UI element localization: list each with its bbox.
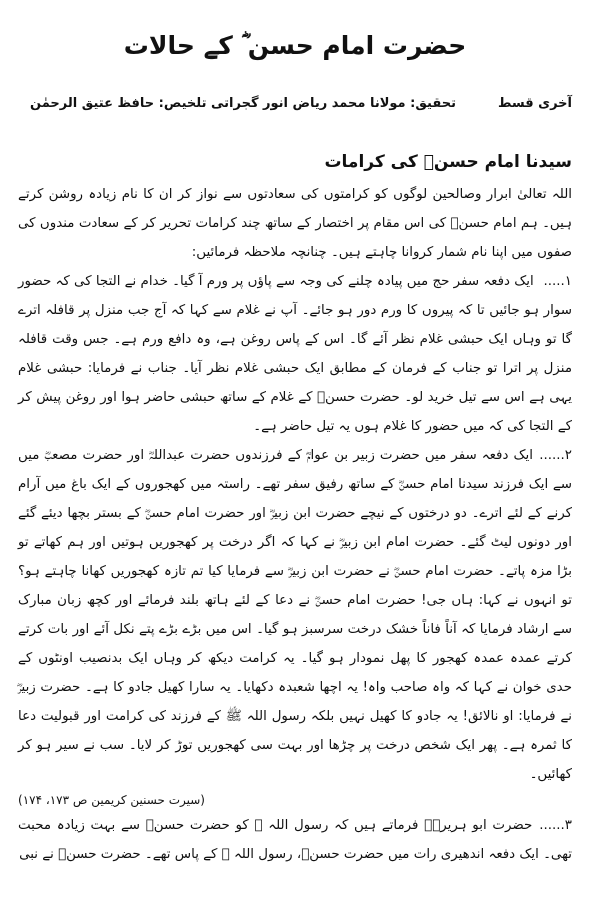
part-label: آخری قسط [497,96,572,111]
article-title: حضرت امام حسن ؓ کے حالات [123,31,467,60]
item-number: ۲...... [539,448,572,463]
list-item [18,811,572,869]
item-text: ایک دفعہ سفر میں حضرت زبیر بن عوامؓ کے فرزندوں حضرت عبداللہؓ اور حضرت مصعبؓ میں سے ایک فرزند سیدنا امام حسنؓ کے ساتھ رفیق سفر تھے۔ راستہ میں کھجوروں کے ایک باغ میں آرام کرنے کے لئے اترے۔ دو درختوں کے نیچے حضرت ابن زبیرؓ اور حضرت امام حسنؓ کے بستر بچھا دیئے گئے اور دونوں لیٹ گئے۔ حضرت امام ابن زبیرؓ نے کہا کہ اگر درخت پر کھجوریں ہوتیں اور ہم کھاتے تو بڑا مزہ پاتے۔ حضرت امام حسنؓ نے حضرت ابن زبیرؓ سے فرمایا کیا تم تازہ کھجوریں کھانا چاہتے ہو؟ تو انہوں نے کہا: ہاں جی! حضرت امام حسنؓ نے دعا کے لئے ہاتھ بلند فرمائے اور کچھ زبان مبارک سے ارشاد فرمایا کہ آناً فاناً خشک درخت سرسبز ہو گیا۔ اس میں بڑے بڑے پتے نکل آئے اور بات کرتے کرتے عمدہ عمدہ کھجور کا پھل نمودار ہو گیا۔ یہ کرامت دیکھ کر وہاں ایک بدنصیب اونٹوں کے حدی خوان نے کہا کہ واہ صاحب واہ! یہ اچھا شعبدہ دکھایا۔ یہ سارا کھیل جادو کا ہے۔ حضرت زبیرؓ نے فرمایا: او نالائق! یہ جادو کا کھیل نہیں بلکہ رسول اللہ ﷺ کے فرزند کی کرامت اور قبولیت دعا کا ثمرہ ہے۔ پھر ایک شخص درخت پر چڑھا اور بہت سی کھجوریں توڑ کر لایا۔ سب نے سیر ہو کر کھائیں۔ [18,448,572,782]
section-heading: سیدنا امام حسنؓ کی کرامات [324,152,572,172]
item-number: ۳...... [539,818,572,833]
intro-paragraph: اللہ تعالیٰ ابرار وصالحین لوگوں کو کرامتوں کی سعادتوں سے نواز کر ان کا نام زیادہ روشن کرتے ہیں۔ ہم امام حسنؓ کی اس مقام پر اختصار کے ساتھ چند کرامات تحریر کر کے سعادت مندوں کی صفوں میں اپنا نام شمار کروانا چاہتے ہیں۔ چنانچہ ملاحظہ فرمائیں: [18,187,572,260]
item-text: حضرت ابو ہریرہؓ فرماتے ہیں کہ رسول اللہ ﷺ کو حضرت حسنؓ سے بہت زیادہ محبت تھی۔ ایک دفعہ اندھیری رات میں حضرت حسنؓ، رسول اللہ ﷺ کے پاس تھے۔ حضرت حسنؓ نے نبی [18,818,572,862]
author-credits: تحقیق: مولانا محمد ریاض انور گجراتی تلخیص: حافظ عتیق الرحمٰن [30,96,456,111]
article-meta [18,92,572,116]
item-number: ۱..... [543,274,572,289]
article-body [18,180,572,869]
list-item [18,441,572,789]
list-item [18,267,572,441]
item-text: ایک دفعہ سفر حج میں پیادہ چلنے کی وجہ سے پاؤں پر ورم آ گیا۔ خدام نے التجا کی کہ حضور سوار ہو جائیں تا کہ پیروں کا ورم دور ہو جائے۔ آپ نے غلام سے کہا کہ آج جب منزل پر قافلہ اترے گا تو وہاں ایک حبشی غلام نظر آئے گا۔ اس کے پاس روغن ہے، وہ دافع ورم ہے۔ جس وقت قافلہ منزل پر اترا تو جناب کے فرمان کے مطابق ایک حبشی غلام نظر آیا۔ جناب نے فرمایا: حبشی غلام یہی ہے اس سے تیل خرید لو۔ حضرت حسنؓ کے غلام کے ساتھ حبشی حاضر ہوا اور روغن پیش کر کے التجا کی کہ میں حضور کا غلام ہوں یہ تیل حاضر ہے۔ [18,274,572,434]
reference-citation: (سیرت حسنین کریمین ص ۱۷۳، ۱۷۴) [18,793,205,807]
